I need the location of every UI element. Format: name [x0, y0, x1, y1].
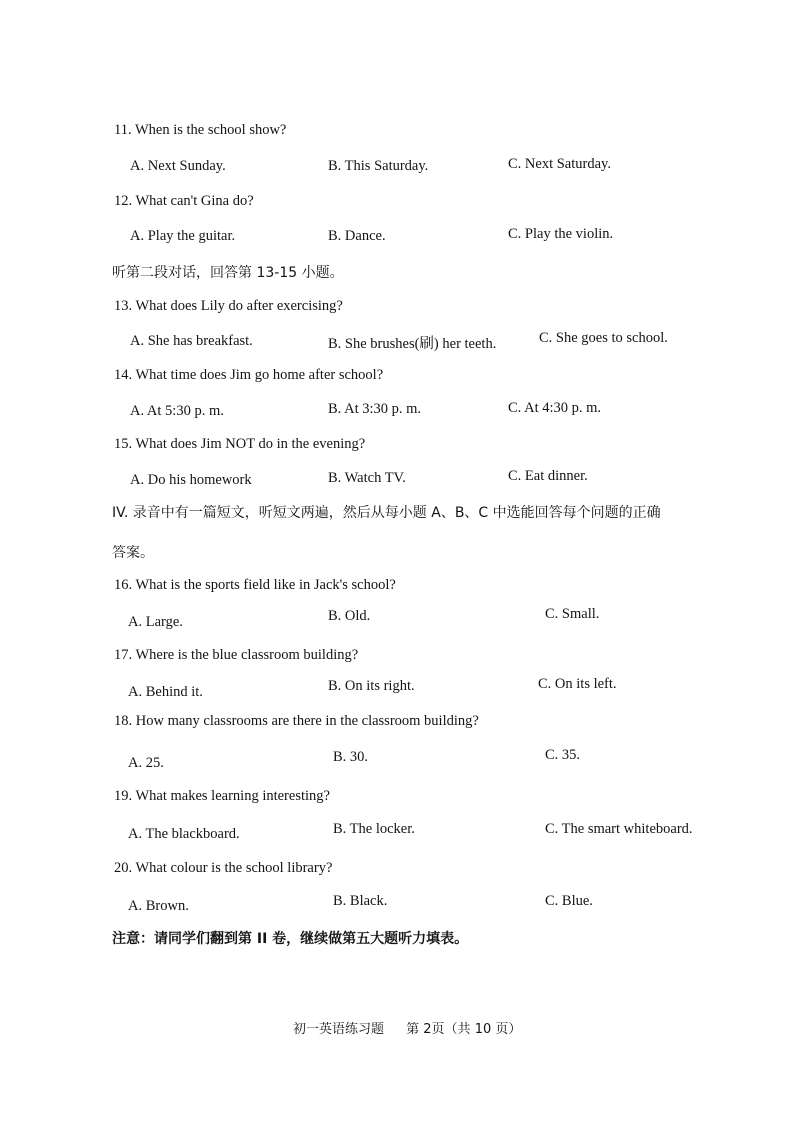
q14-option-b: B. At 3:30 p. m.	[328, 401, 422, 417]
question-14: 14. What time does Jim go home after school?	[114, 367, 384, 383]
q16-option-a: A. Large.	[128, 614, 183, 630]
instruction-dialogue-2: 听第二段对话，回答第 13-15 小题。	[112, 265, 344, 281]
q19-option-b: B. The locker.	[333, 821, 415, 837]
question-13: 13. What does Lily do after exercising?	[114, 298, 343, 314]
q15-option-a: A. Do his homework	[130, 472, 252, 488]
q20-option-c: C. Blue.	[545, 893, 593, 909]
turn-page-note: 注意：请同学们翻到第 II 卷，继续做第五大题听力填表。	[112, 931, 469, 947]
q15-option-b: B. Watch TV.	[328, 470, 406, 486]
q15-option-c: C. Eat dinner.	[508, 468, 588, 484]
q13-option-b: B. She brushes(刷) her teeth.	[328, 336, 497, 352]
q17-option-c: C. On its left.	[538, 676, 617, 692]
section-4-instruction-cont: 答案。	[112, 545, 154, 561]
q13-option-c: C. She goes to school.	[539, 330, 668, 346]
question-11: 11. When is the school show?	[114, 122, 287, 138]
q14-option-c: C. At 4:30 p. m.	[508, 400, 602, 416]
question-20: 20. What colour is the school library?	[114, 860, 333, 876]
q20-option-a: A. Brown.	[128, 898, 189, 914]
question-17: 17. Where is the blue classroom building?	[114, 647, 359, 663]
q17-option-a: A. Behind it.	[128, 684, 203, 700]
q16-option-c: C. Small.	[545, 606, 600, 622]
q12-option-c: C. Play the violin.	[508, 226, 614, 242]
q19-option-a: A. The blackboard.	[128, 826, 240, 842]
q16-option-b: B. Old.	[328, 608, 371, 624]
q11-option-c: C. Next Saturday.	[508, 156, 611, 172]
q14-option-a: A. At 5:30 p. m.	[130, 403, 224, 419]
question-19: 19. What makes learning interesting?	[114, 788, 330, 804]
q11-option-b: B. This Saturday.	[328, 158, 429, 174]
q12-option-a: A. Play the guitar.	[130, 228, 236, 244]
footer-title: 初一英语练习题	[293, 1022, 385, 1037]
q12-option-b: B. Dance.	[328, 228, 386, 244]
footer-page-number: 第 2页（共 10 页）	[406, 1022, 522, 1037]
q20-option-b: B. Black.	[333, 893, 388, 909]
q18-option-a: A. 25.	[128, 755, 164, 771]
question-12: 12. What can't Gina do?	[114, 193, 254, 209]
question-18: 18. How many classrooms are there in the classroom building?	[114, 713, 479, 729]
question-16: 16. What is the sports field like in Jack's school?	[114, 577, 396, 593]
q18-option-c: C. 35.	[545, 747, 581, 763]
page-footer	[293, 1018, 539, 1037]
q17-option-b: B. On its right.	[328, 678, 415, 694]
q11-option-a: A. Next Sunday.	[130, 158, 226, 174]
q13-option-a: A. She has breakfast.	[130, 333, 253, 349]
question-15: 15. What does Jim NOT do in the evening?	[114, 436, 366, 452]
q19-option-c: C. The smart whiteboard.	[545, 821, 693, 837]
q18-option-b: B. 30.	[333, 749, 369, 765]
section-4-instruction: IV. 录音中有一篇短文，听短文两遍，然后从每小题 A、B、C 中选能回答每个问题的正确	[112, 505, 661, 521]
